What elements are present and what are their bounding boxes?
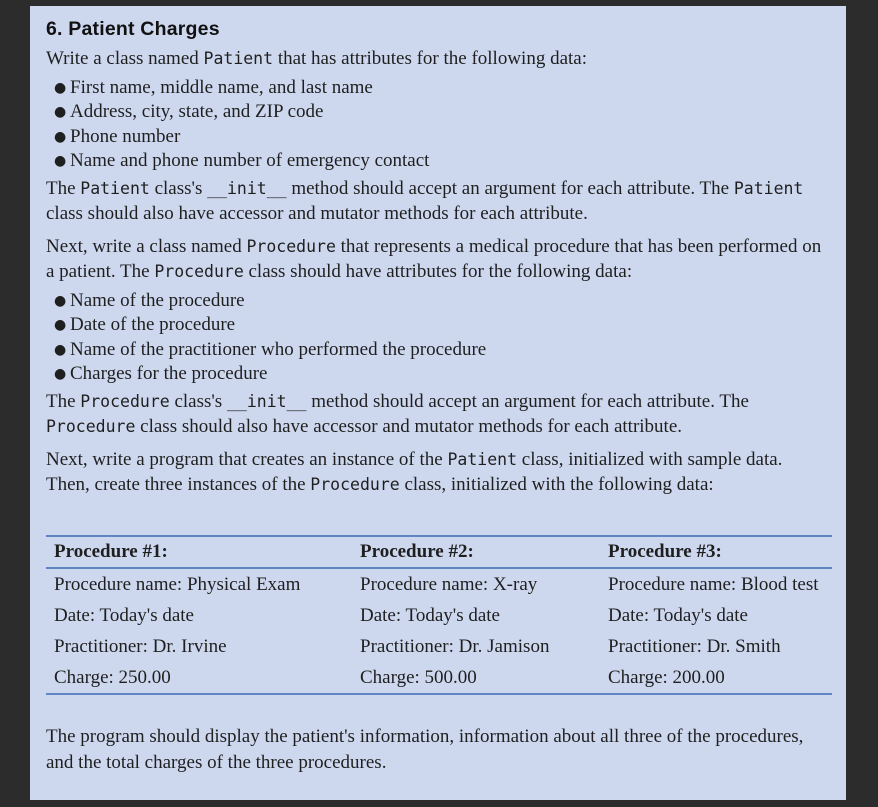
list-item: ● Date of the procedure [54, 313, 830, 338]
header-procedure-1: Procedure #1: [46, 536, 352, 568]
init-code: __init__ [207, 178, 287, 198]
patient-code: Patient [733, 178, 804, 198]
procedure-table [46, 535, 832, 695]
patient-code: Patient [447, 449, 518, 469]
procedure-init-paragraph: The Procedure class's __init__ method should accept an argument for each attribute. The Procedure class should also have accessor and mutator methods for each attribute. [46, 390, 749, 437]
bullet-icon: ● [54, 153, 67, 169]
procedure-code: Procedure [154, 262, 244, 281]
closing-paragraph: The program should display the patient's information, information about all three of the procedures, and the total charges of the three procedures. [46, 726, 804, 773]
bullet-icon: ● [54, 317, 67, 333]
table-cell: Practitioner: Dr. Smith [608, 635, 781, 657]
table-cell: Date: Today's date [360, 604, 500, 626]
list-item: ● Name of the practitioner who performed the procedure [54, 338, 830, 363]
table-cell: Practitioner: Dr. Irvine [54, 635, 227, 657]
bullet-icon: ● [54, 292, 67, 309]
bullet-icon: ● [54, 341, 67, 358]
table-cell: Procedure name: Blood test [608, 573, 819, 595]
init-code: __init__ [226, 391, 307, 411]
procedure-code: Procedure [80, 391, 170, 411]
patient-code: Patient [80, 178, 150, 198]
procedure-code: Procedure [310, 475, 400, 494]
table-cell: Practitioner: Dr. Jamison [360, 635, 550, 657]
patient-init-paragraph: The Patient class's __init__ method should accept an argument for each attribute. The Patient class should also have accessor and mutator methods for each attribute. [46, 177, 804, 224]
table-cell: Date: Today's date [54, 604, 194, 626]
table-row [46, 568, 832, 600]
bullet-icon: ● [54, 366, 67, 382]
table-cell: Date: Today's date [608, 604, 748, 626]
bullet-icon: ● [54, 79, 67, 96]
procedure-intro-paragraph: Next, write a class named Procedure that represents a medical procedure that has been performed on a patient. The Procedure class should have attributes for the following data: [46, 235, 822, 282]
table-cell: Charge: 200.00 [600, 662, 832, 694]
procedure-attribute-list [46, 289, 830, 387]
table-cell: Charge: 500.00 [352, 662, 600, 694]
list-item: ● Phone number [54, 125, 830, 150]
table-cell: Procedure name: Physical Exam [54, 573, 301, 595]
exercise-panel [30, 6, 846, 800]
table-row [46, 631, 832, 662]
table-cell: Procedure name: X-ray [360, 573, 538, 595]
list-item: ● Address, city, state, and ZIP code [54, 100, 830, 125]
list-item: ● First name, middle name, and last name [54, 76, 830, 101]
intro-text: Write a class named [46, 48, 204, 69]
exercise-title: 6. Patient Charges [46, 18, 220, 40]
table-row [46, 662, 832, 694]
intro-paragraph [46, 46, 830, 72]
list-item: ● Name of the procedure [54, 289, 830, 314]
table-cell: Charge: 250.00 [46, 662, 352, 694]
intro-text-end: that has attributes for the following data: [273, 48, 588, 69]
program-intro-paragraph: Next, write a program that creates an instance of the Patient class, initialized with sample data. Then, create three instances of the Procedure class, initialized with the following data: [46, 448, 783, 495]
list-item: ● Charges for the procedure [54, 362, 830, 387]
bullet-icon: ● [54, 104, 67, 120]
table-header-row [46, 536, 832, 568]
header-procedure-3: Procedure #3: [600, 536, 832, 568]
patient-attribute-list [46, 76, 830, 174]
list-item: ● Name and phone number of emergency contact [54, 149, 830, 174]
table-row [46, 600, 832, 631]
procedure-code: Procedure [46, 417, 136, 436]
header-procedure-2: Procedure #2: [352, 536, 600, 568]
procedure-code: Procedure [246, 236, 336, 256]
bullet-icon: ● [54, 128, 67, 145]
patient-code: Patient [203, 49, 274, 68]
